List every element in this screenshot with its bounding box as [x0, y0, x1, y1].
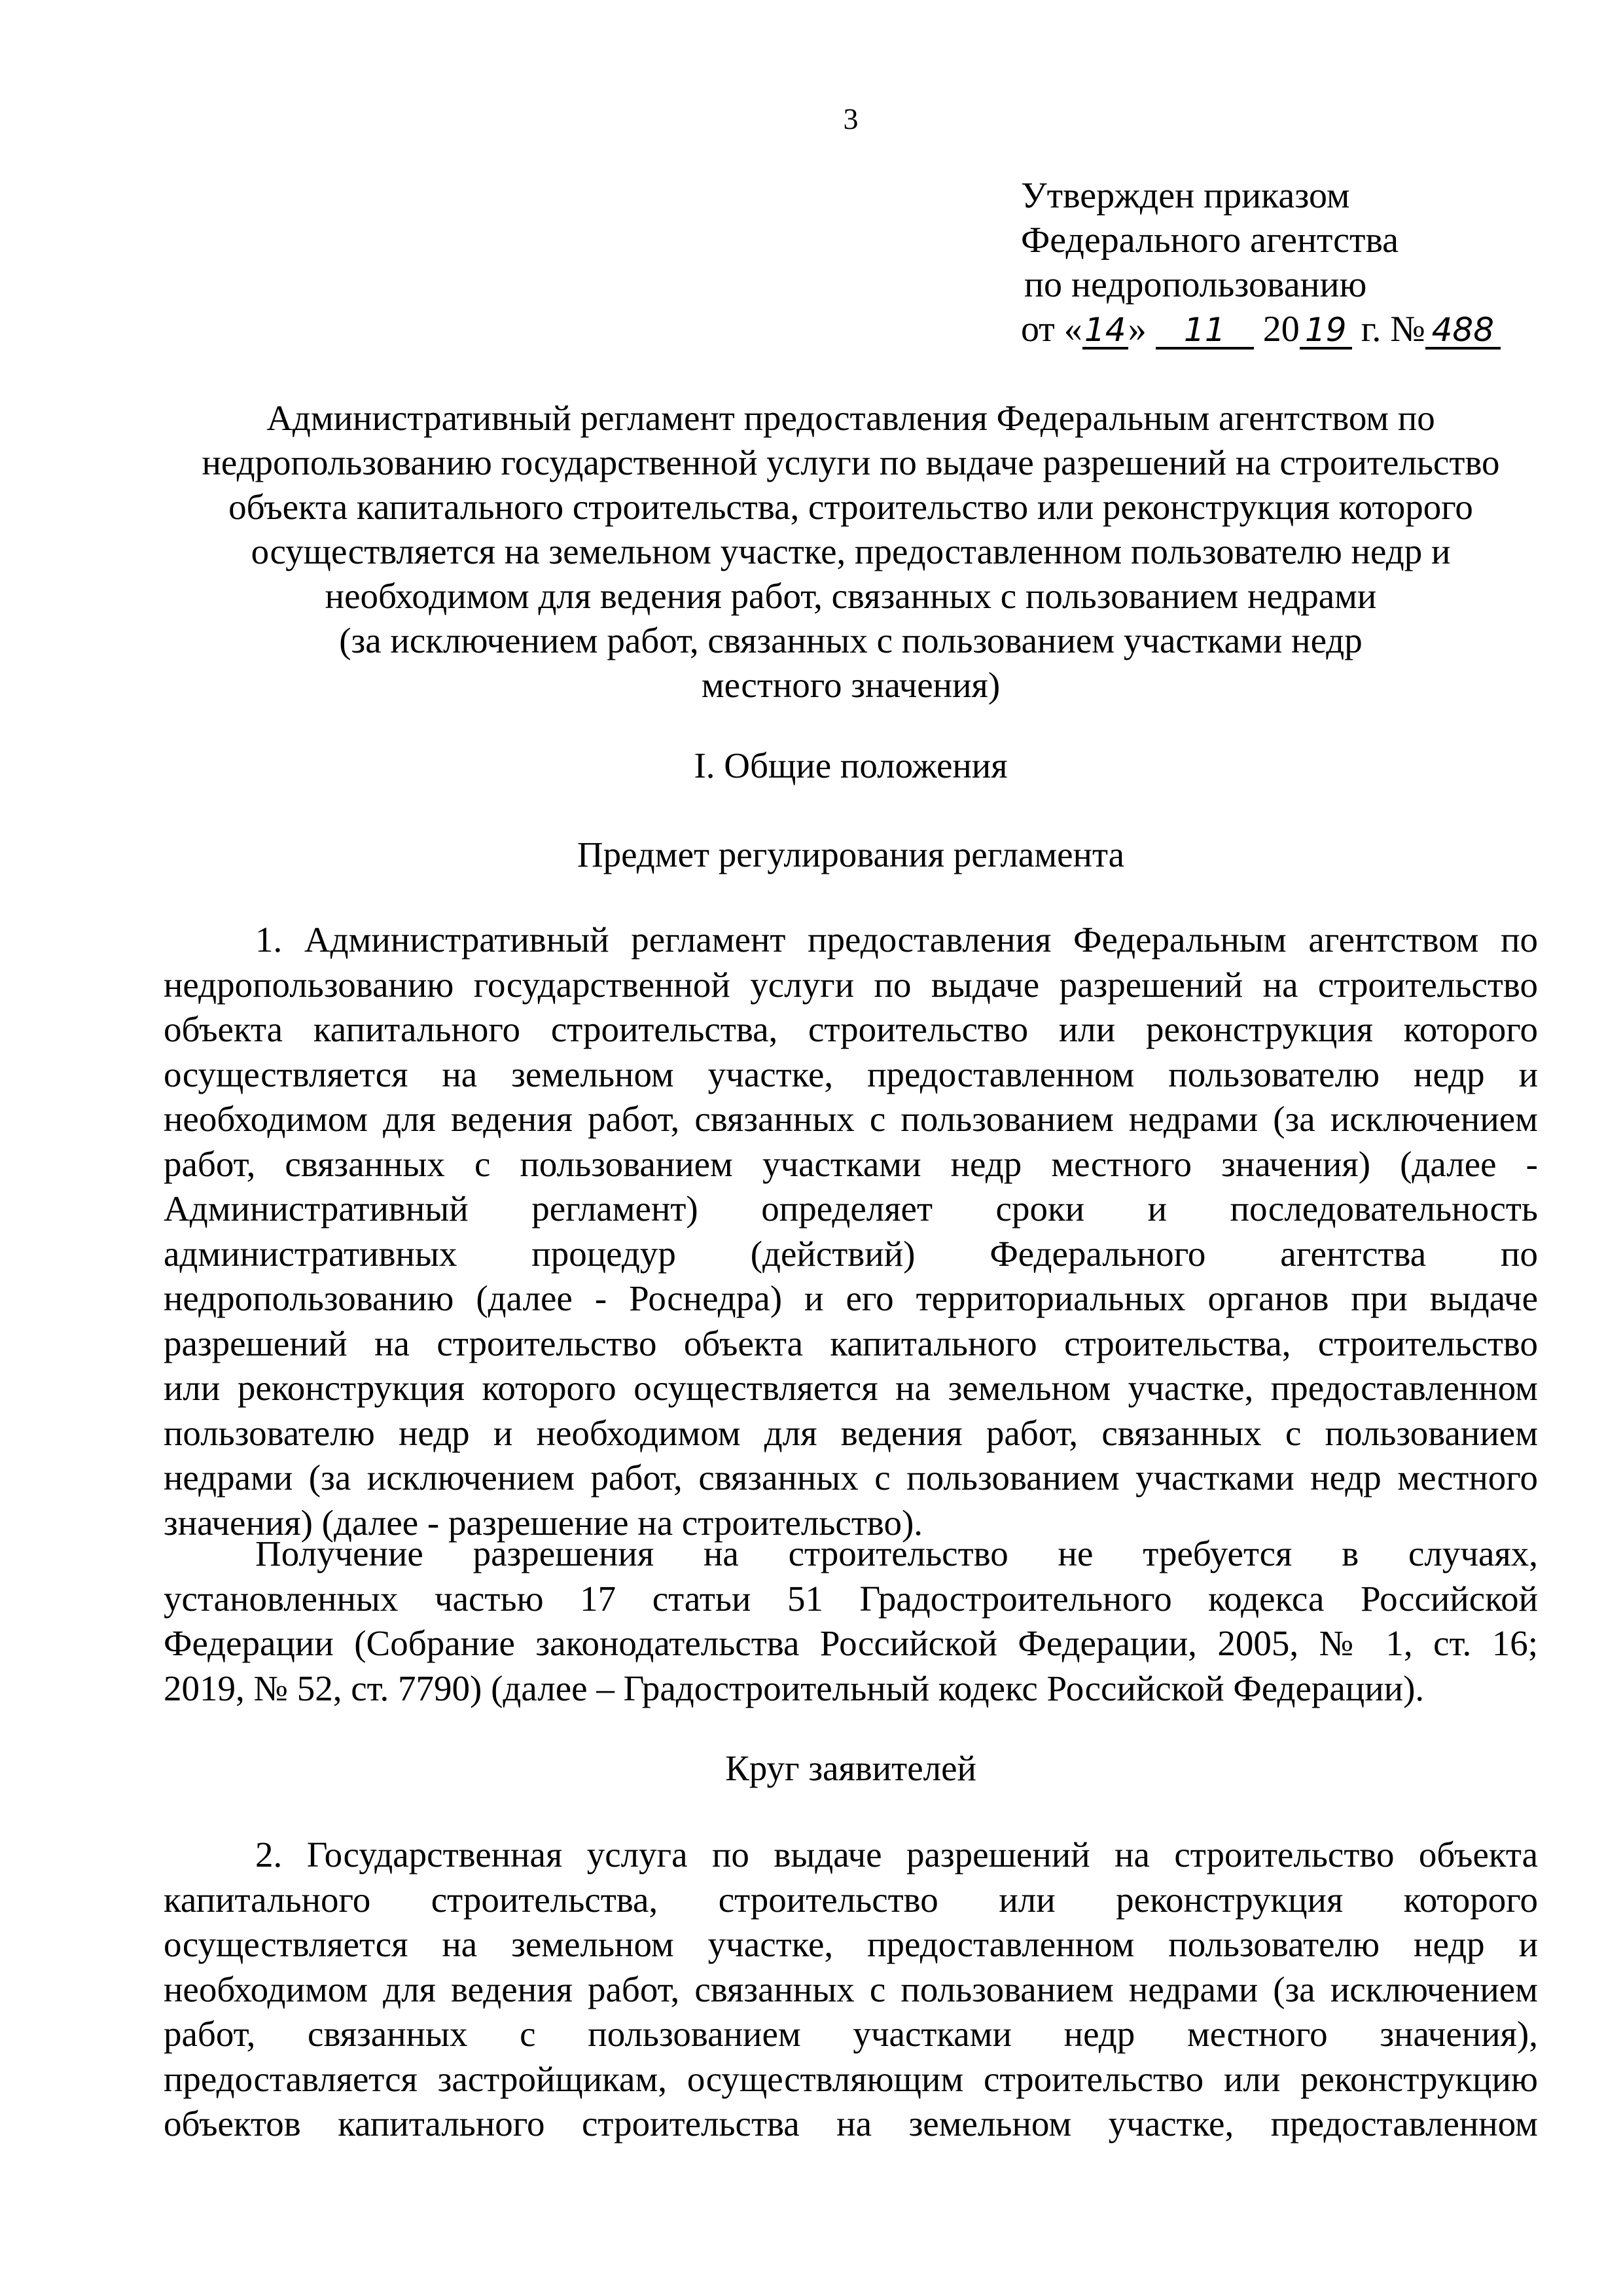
paragraph-line: пользователю недр и необходимом для ведения работ, связанных с пользованием: [164, 1412, 1538, 1453]
paragraph-line: Получение разрешения на строительство не требуется в случаях,: [255, 1534, 1538, 1573]
section-heading: I. Общие положения: [694, 745, 1008, 785]
paragraph-line: объектов капитального строительства на земельном участке, предоставленном: [164, 2104, 1538, 2144]
title-line: (за исключением работ, связанных с пользованием участками недр: [339, 620, 1363, 660]
title-line: местного значения): [701, 665, 1001, 705]
paragraph-line: объекта капитального строительства, строительство или реконструкция которого: [164, 1009, 1538, 1049]
handwritten-year: 19: [1300, 313, 1352, 350]
paragraph-line: разрешений на строительство объекта капитального строительства, строительство: [164, 1323, 1538, 1363]
paragraph-line: необходимом для ведения работ, связанных с пользованием недрами (за исключением: [164, 1969, 1538, 2009]
handwritten-day: 14: [1082, 313, 1128, 350]
paragraph-line: установленных частью 17 статьи 51 Градостроительного кодекса Российской: [164, 1578, 1538, 1619]
title-line: Административный регламент предоставления Федеральным агентством по: [266, 398, 1435, 438]
paragraph-line: работ, связанных с пользованием участками недр местного значения) (далее -: [164, 1143, 1538, 1184]
paragraph-line: или реконструкция которого осуществляется на земельном участке, предоставленном: [164, 1368, 1538, 1408]
number-prefix: г. №: [1361, 309, 1425, 350]
title-line: осуществляется на земельном участке, предоставленном пользователю недр и: [251, 531, 1451, 571]
approval-line-2: Федерального агентства: [1021, 220, 1399, 260]
paragraph-line: Административный регламент) определяет сроки и последовательность: [164, 1189, 1538, 1229]
paragraph-line: недрами (за исключением работ, связанных с пользованием участками недр местного: [164, 1458, 1538, 1498]
paragraph-line: 2. Государственная услуга по выдаче разрешений на строительство объекта: [255, 1835, 1538, 1874]
day-suffix: »: [1128, 309, 1147, 350]
handwritten-order-number: 488: [1425, 313, 1501, 350]
paragraph-3: [164, 1833, 1538, 2147]
paragraph-line: 1. Административный регламент предоставления Федеральным агентством по: [255, 920, 1538, 960]
year-prefix: 20: [1262, 309, 1300, 350]
approval-line-3: по недропользованию: [1024, 264, 1367, 305]
approval-line-1: Утвержден приказом: [1021, 175, 1350, 216]
subsection-heading-subject: Предмет регулирования регламента: [577, 834, 1125, 874]
subsection-heading-applicants: Круг заявителей: [725, 1748, 976, 1788]
paragraph-line: работ, связанных с пользованием участками недр местного значения),: [164, 2014, 1538, 2054]
approval-date-line: [1021, 307, 1501, 351]
paragraph-line: административных процедур (действий) Федерального агентства по: [164, 1233, 1538, 1274]
approval-block: [1021, 173, 1501, 351]
paragraph-line: Федерации (Собрание законодательства Российской Федерации, 2005, № 1, ст. 16;: [164, 1623, 1538, 1663]
paragraph-line: недропользованию (далее - Роснедра) и его территориальных органов при выдаче: [164, 1278, 1538, 1318]
paragraph-line: осуществляется на земельном участке, предоставленном пользователю недр и: [164, 1924, 1538, 1964]
title-line: необходимом для ведения работ, связанных с пользованием недрами: [325, 576, 1377, 616]
handwritten-month: 11: [1156, 313, 1254, 350]
document-title: [164, 396, 1538, 708]
title-line: объекта капитального строительства, строительство или реконструкция которого: [228, 487, 1473, 527]
paragraph-2: [164, 1532, 1538, 1711]
title-line: недропользованию государственной услуги по выдаче разрешений на строительство: [202, 442, 1500, 482]
paragraph-line: осуществляется на земельном участке, предоставленном пользователю недр и: [164, 1054, 1538, 1094]
paragraph-line: необходимом для ведения работ, связанных с пользованием недрами (за исключением: [164, 1099, 1538, 1139]
date-prefix: от «: [1021, 309, 1082, 350]
paragraph-line: 2019, № 52, ст. 7790) (далее – Градостроительный кодекс Российской Федерации).: [164, 1668, 1425, 1708]
paragraph-line: предоставляется застройщикам, осуществляющим строительство или реконструкцию: [164, 2058, 1538, 2099]
paragraph-line: значения) (далее - разрешение на строительство).: [164, 1502, 923, 1543]
paragraph-line: недропользованию государственной услуги по выдаче разрешений на строительство: [164, 964, 1538, 1005]
paragraph-1: [164, 918, 1538, 1545]
page-number: 3: [843, 102, 859, 135]
paragraph-line: капитального строительства, строительство или реконструкция которого: [164, 1879, 1538, 1920]
